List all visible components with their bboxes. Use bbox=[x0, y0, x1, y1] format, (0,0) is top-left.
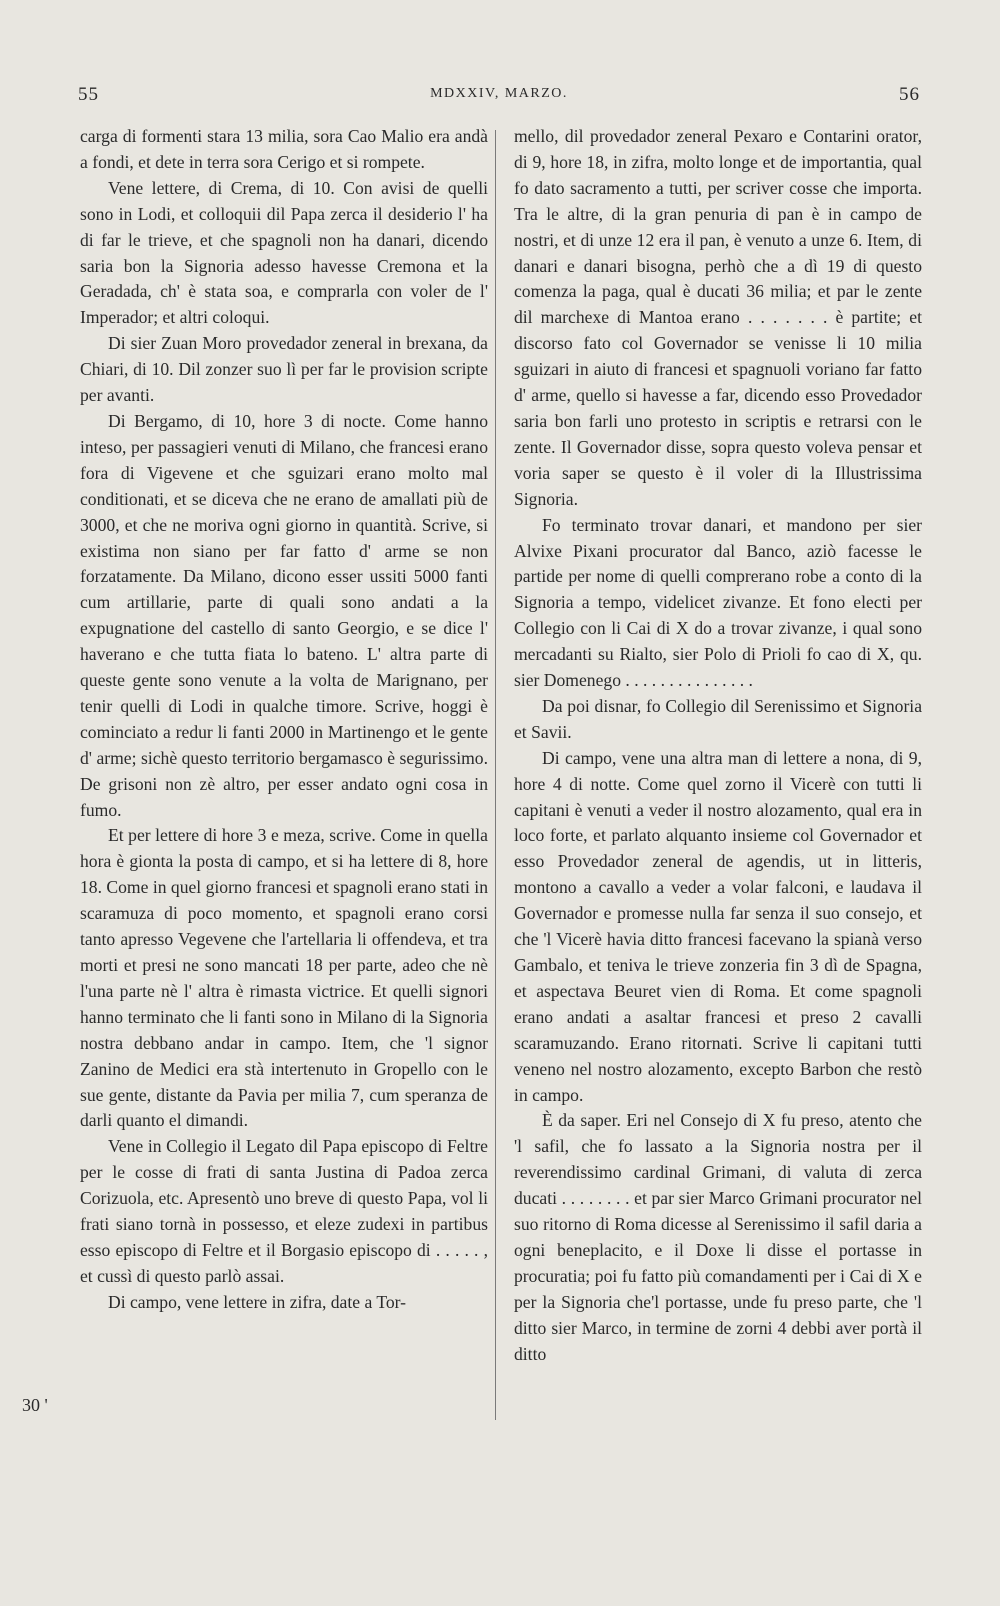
paragraph: Et per lettere di hore 3 e meza, scrive. Come in quella hora è gionta la posta di campo, et si ha lettere di 8, hore 18. Come in quel giorno francesi et spagnoli erano stati in scaramuza di poco momento, et spagnoli erano corsi tanto apresso Vegevene che l'artellaria li offendeva, et tra morti et presi ne sono mancati 18 per parte, adeo che nè l'una parte nè l' altra è rimasta victrice. Et quelli signori hanno terminato che li fanti sono in Milano di la Signoria nostra debbano andar in campo. Item, che 'l signor Zanino de Medici era stà intertenuto in Gropello con le sue gente, distante da Pavia per milia 7, cum speranza de darli quanto el dimandi. bbox=[80, 825, 488, 1131]
paragraph: Di campo, vene lettere in zifra, date a Tor- bbox=[108, 1291, 407, 1312]
paragraph: Vene in Collegio il Legato dil Papa episcopo di Feltre per le cosse di frati di santa Justina di Padoa zerca Corizuola, etc. Apresentò uno breve di questo Papa, vol li frati siano tornà in possesso, et eleze zudexi in partibus esso episcopo di Feltre et il Borgasio episcopo di . . . . . , et cussì di questo parlò assai. bbox=[80, 1136, 488, 1286]
paragraph: mello, dil provedador zeneral Pexaro e Contarini orator, di 9, hore 18, in zifra, molto longe et de importantia, qual fo dato sacramento a tutti, per scriver cosse che importa. Tra le altre, di la gran penuria di pan è in campo de nostri, et di unze 12 era il pan, è venuto a unze 6. Item, di danari e danari bisogna, perhò che a dì 19 di questo comenza la paga, qual è ducati 36 milia; et par le zente dil marchexe di Mantoa erano . . . . . . . è partite; et discorso fato col Governador se venisse li 10 milia sguizari in aiuto di francesi et spagnuoli voriano far fatto d' arme, quello si havesse a far, dicendo esso Provedador saria bon farli uno protesto in scriptis e retrarsi con le zente. Il Governador disse, sopra questo voleva pensar et voria saper se questo è il voler di la Illustrissima Signoria. bbox=[514, 126, 922, 509]
paragraph: Da poi disnar, fo Collegio dil Serenissimo et Signoria et Savii. bbox=[514, 695, 922, 742]
paragraph: Di campo, vene una altra man di lettere a nona, di 9, hore 4 di notte. Come quel zorno il Vicerè con tutti li capitani è venuti a veder il nostro alozamento, qual era in loco forte, et parlato alquanto insieme col Governador et esso Provedador zeneral de agendis, ut in litteris, montono a cavallo a veder a volar falconi, e laudava il Governador e promesse nulla far senza il suo consejo, et che 'l Vicerè havia ditto francesi facevano la spianà verso Gambalo, et teniva le trieve zonzeria fin 3 dì de Spagna, et aspectava Beuret vien di Roma. Et come spagnoli erano andati a asaltar francesi et preso 2 cavalli scaramuzando. Erano ritornati. Scrive li capitani tutti veneno nel nostro alozamento, excepto Barbon che restò in campo. bbox=[514, 747, 922, 1105]
left-column bbox=[80, 124, 488, 1316]
paragraph: carga di formenti stara 13 milia, sora Cao Malio era andà a fondi, et dete in terra sora Cerigo et si rompete. bbox=[80, 126, 488, 172]
margin-number: 30 ' bbox=[22, 1395, 48, 1415]
paragraph: Fo terminato trovar danari, et mandono per sier Alvixe Pixani procurator dal Banco, aziò facesse le partide per nome di quelli comprerano robe a conto di la Signoria a tempo, videlicet zivanze. Et fono electi per Collegio con li Cai di X do a trovar zivanze, i qual sono mercadanti su Rialto, sier Polo di Prioli fo cao di X, qu. sier Domenego . . . . . . . . . . . . . . . bbox=[514, 514, 922, 691]
running-title: MDXXIV, MARZO. bbox=[430, 86, 568, 101]
right-column bbox=[514, 124, 922, 1368]
paragraph: Di sier Zuan Moro provedador zeneral in brexana, da Chiari, di 10. Dil zonzer suo lì per far le provision scripte per avanti. bbox=[80, 333, 488, 406]
paragraph: Di Bergamo, di 10, hore 3 di nocte. Come hanno inteso, per passagieri venuti di Milano, che francesi erano fora di Vigevene et che sguizari erano molto mal conditionati, et se diceva che ne erano de amallati più de 3000, et che ne moriva ogni giorno in quantità. Scrive, si existima non siano per far fatto d' arme se non forzatamente. Da Milano, dicono esser ussiti 5000 fanti cum artillarie, parte di quali sono andati a la expugnatione del castello di santo Georgio, e se dice l' haverano e che tutta fiata lo bateno. L' altra parte di queste gente sono venute a la volta de Marignano, per tenir quelli di Lodi in qualche timore. Scrive, hoggi è cominciato a redur li fanti 2000 in Martinengo et le gente d' arme; sichè questo territorio bergamasco è segurissimo. De grisoni non zè altro, per esser andato ogni cosa in fumo. bbox=[80, 410, 488, 820]
left-page-number: 55 bbox=[78, 84, 99, 105]
paragraph: Vene lettere, di Crema, di 10. Con avisi de quelli sono in Lodi, et colloquii dil Papa zerca il desiderio l' ha di far le trieve, et che spagnoli non ha danari, dicendo saria bon la Signoria adesso havesse Cremona et la Geradada, ch' è stata soa, e comprarla con voler de l' Imperador; et altri coloqui. bbox=[80, 177, 488, 328]
right-page-number: 56 bbox=[899, 84, 920, 105]
page-header bbox=[78, 84, 920, 114]
column-divider bbox=[495, 130, 496, 1420]
paragraph: È da saper. Eri nel Consejo di X fu preso, atento che 'l safil, che fo lassato a la Signoria nostra per il reverendissimo cardinal Grimani, di valuta di zerca ducati . . . . . . . . et par sier Marco Grimani procurator nel suo ritorno di Roma dicesse al Serenissimo il safil daria a ogni beneplacito, e il Doxe li disse el portasse in procuratia; poi fu fatto più comandamenti per i Cai di X e per la Signoria che'l portasse, unde fu preso parte, che 'l ditto sier Marco, in termine de zorni 4 debbi aver portà il ditto bbox=[514, 1110, 922, 1364]
